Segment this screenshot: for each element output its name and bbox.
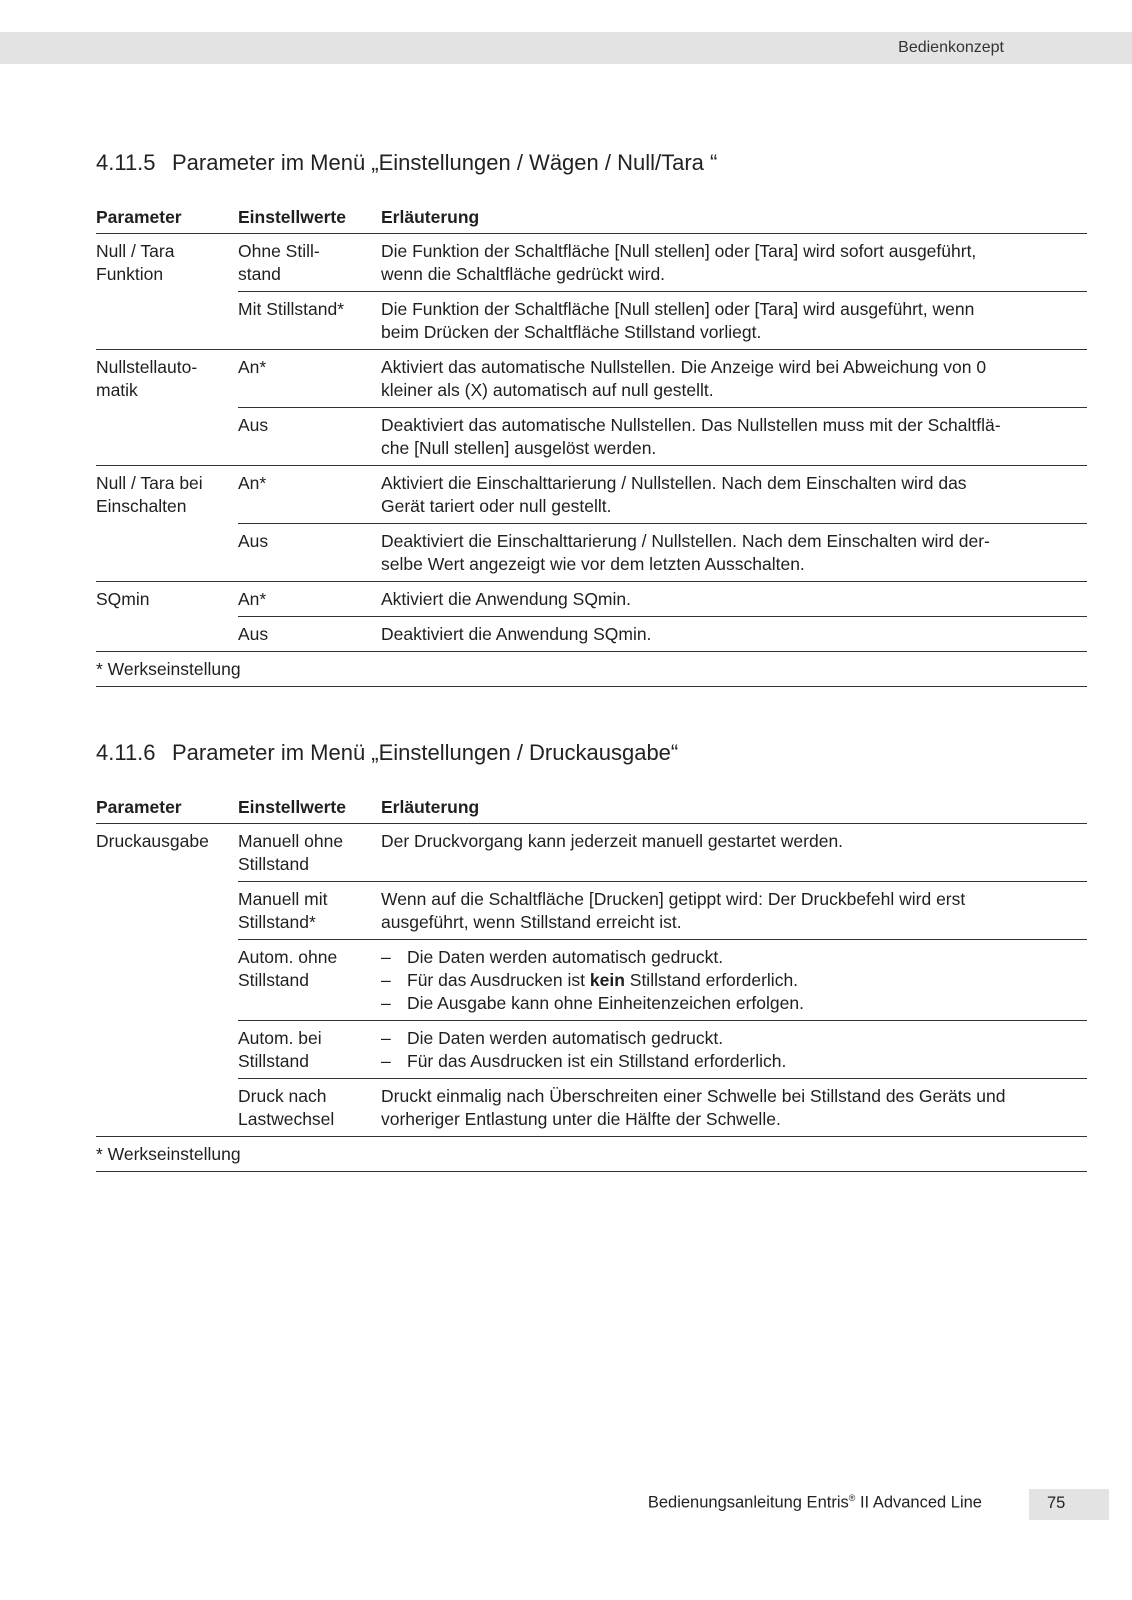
section-4-11-5	[96, 148, 1087, 687]
value-cell: An*	[238, 466, 381, 524]
column-header-parameter: Parameter	[96, 792, 238, 824]
column-header-value: Einstellwerte	[238, 792, 381, 824]
section-4-11-6	[96, 738, 1087, 1172]
table-row	[96, 940, 1087, 1021]
description-cell: Deaktiviert die Einschalttarierung / Nullstellen. Nach dem Einschalten wird der- selbe Wert angezeigt wie vor dem letzten Ausschalten.	[381, 524, 1087, 582]
table-row	[96, 408, 1087, 466]
value-cell: Aus	[238, 617, 381, 652]
table-row	[96, 582, 1087, 617]
section-title: Parameter im Menü „Einstellungen / Druckausgabe“	[172, 740, 679, 765]
section-heading	[96, 738, 1087, 768]
value-cell: An*	[238, 582, 381, 617]
description-cell: Druckt einmalig nach Überschreiten einer Schwelle bei Stillstand des Geräts und vorheriger Entlastung unter die Hälfte der Schwelle.	[381, 1079, 1087, 1137]
parameter-cell: Druckausgabe	[96, 824, 238, 1137]
page-number: 75	[1047, 1494, 1066, 1512]
table-header-row	[96, 792, 1087, 824]
parameter-cell: Nullstellauto- matik	[96, 350, 238, 466]
description-cell: Die Funktion der Schaltfläche [Null stellen] oder [Tara] wird ausgeführt, wenn beim Drücken der Schaltfläche Stillstand vorliegt.	[381, 292, 1087, 350]
parameter-cell: Null / Tara bei Einschalten	[96, 466, 238, 582]
footer-manual-title: Bedienungsanleitung Entris® II Advanced Line	[647, 1493, 982, 1512]
footnote: * Werkseinstellung	[96, 1137, 1087, 1172]
section-heading	[96, 148, 1087, 178]
table-row	[96, 617, 1087, 652]
table-row	[96, 1021, 1087, 1079]
value-cell: Autom. bei Stillstand	[238, 1021, 381, 1079]
table-row	[96, 882, 1087, 940]
parameter-cell: SQmin	[96, 582, 238, 652]
footnote-row	[96, 652, 1087, 687]
table-row	[96, 1079, 1087, 1137]
list-item: – Die Ausgabe kann ohne Einheitenzeichen erfolgen.	[381, 992, 1079, 1015]
table-row	[96, 824, 1087, 882]
table-header-row	[96, 202, 1087, 234]
value-cell: Aus	[238, 408, 381, 466]
description-cell: Der Druckvorgang kann jederzeit manuell gestartet werden.	[381, 824, 1087, 882]
list-item: – Die Daten werden automatisch gedruckt.	[381, 946, 1079, 969]
value-cell: Manuell ohne Stillstand	[238, 824, 381, 882]
column-header-value: Einstellwerte	[238, 202, 381, 234]
table-row	[96, 292, 1087, 350]
description-cell	[381, 940, 1087, 1021]
list-item: – Für das Ausdrucken ist kein Stillstand erforderlich.	[381, 969, 1079, 992]
value-cell: Mit Stillstand*	[238, 292, 381, 350]
description-cell: Deaktiviert das automatische Nullstellen. Das Nullstellen muss mit der Schaltflä- che [Null stellen] ausgelöst werden.	[381, 408, 1087, 466]
value-cell: Autom. ohne Stillstand	[238, 940, 381, 1021]
page-number-box	[1029, 1489, 1109, 1520]
description-cell: Deaktiviert die Anwendung SQmin.	[381, 617, 1087, 652]
parameter-table	[96, 202, 1087, 687]
footnote-row	[96, 1137, 1087, 1172]
page-header-bar	[0, 32, 1132, 64]
value-cell: Ohne Still- stand	[238, 234, 381, 292]
section-number: 4.11.5	[96, 150, 156, 175]
column-header-description: Erläuterung	[381, 202, 1087, 234]
column-header-description: Erläuterung	[381, 792, 1087, 824]
description-cell	[381, 1021, 1087, 1079]
footnote: * Werkseinstellung	[96, 652, 1087, 687]
parameter-table	[96, 792, 1087, 1172]
table-row	[96, 524, 1087, 582]
column-header-parameter: Parameter	[96, 202, 238, 234]
description-cell: Aktiviert die Anwendung SQmin.	[381, 582, 1087, 617]
bullet-list	[381, 1027, 1079, 1073]
value-cell: Manuell mit Stillstand*	[238, 882, 381, 940]
section-number: 4.11.6	[96, 740, 156, 765]
description-cell: Aktiviert das automatische Nullstellen. Die Anzeige wird bei Abweichung von 0 kleiner als (X) automatisch auf null gestellt.	[381, 350, 1087, 408]
table-row	[96, 234, 1087, 292]
description-cell: Wenn auf die Schaltfläche [Drucken] getippt wird: Der Druckbefehl wird erst ausgeführt, wenn Stillstand erreicht ist.	[381, 882, 1087, 940]
value-cell: Aus	[238, 524, 381, 582]
chapter-title: Bedienkonzept	[898, 39, 1004, 56]
description-cell: Aktiviert die Einschalttarierung / Nullstellen. Nach dem Einschalten wird das Gerät tariert oder null gestellt.	[381, 466, 1087, 524]
table-row	[96, 350, 1087, 408]
description-cell: Die Funktion der Schaltfläche [Null stellen] oder [Tara] wird sofort ausgeführt, wenn die Schaltfläche gedrückt wird.	[381, 234, 1087, 292]
parameter-cell: Null / Tara Funktion	[96, 234, 238, 350]
list-item: – Die Daten werden automatisch gedruckt.	[381, 1027, 1079, 1050]
value-cell: Druck nach Lastwechsel	[238, 1079, 381, 1137]
section-title: Parameter im Menü „Einstellungen / Wägen / Null/Tara “	[172, 150, 718, 175]
value-cell: An*	[238, 350, 381, 408]
table-row	[96, 466, 1087, 524]
list-item: – Für das Ausdrucken ist ein Stillstand erforderlich.	[381, 1050, 1079, 1073]
bullet-list	[381, 946, 1079, 1015]
